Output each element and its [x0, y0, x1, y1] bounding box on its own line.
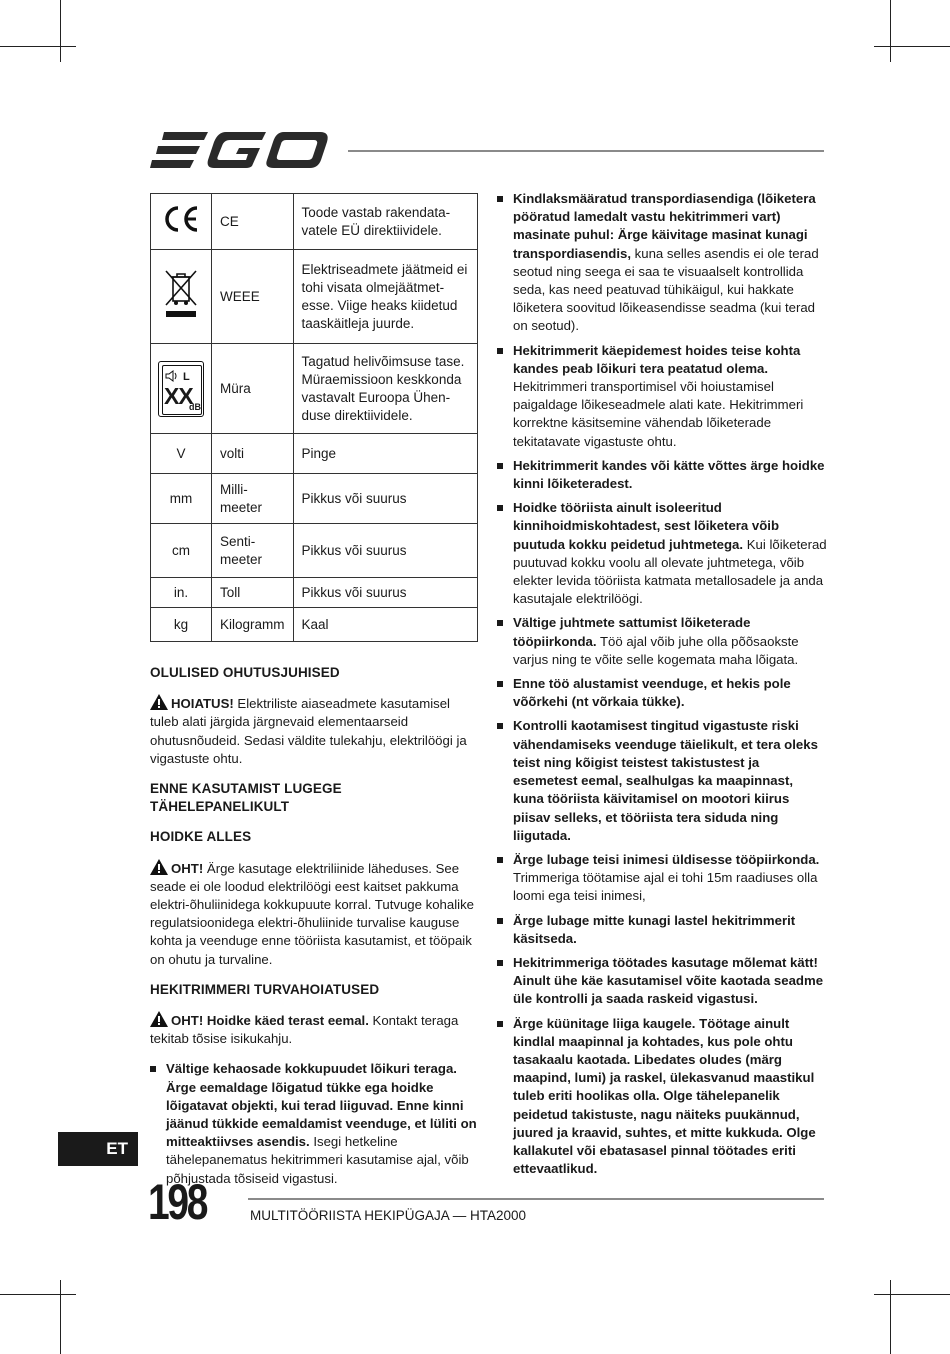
- warning-icon: [150, 1011, 168, 1027]
- list-item-bold: Hekitrimmeriga töötades kasutage mõlemat kätt! Ainult ühe käe kasutamisel võite kaotada seadme üle kontrolli ja saada raskeid vigastusi.: [513, 954, 824, 1007]
- table-row: [151, 344, 478, 434]
- bullet-icon: [497, 348, 503, 354]
- bullet-icon: [497, 196, 503, 202]
- warning-label: HOIATUS!: [171, 696, 234, 712]
- bullet-icon: [497, 1021, 503, 1027]
- list-item: [497, 499, 827, 608]
- list-item-text: Kui lõiketerad puutuvad kokku voolu all olevate juhtmetega, võib elekter levida tööriista katmata metallosadele ja anda kasutajale elektrilöögi.: [513, 536, 827, 607]
- list-item-bold: Kontrolli kaotamisest tingitud vigastuste riski vähendamiseks veenduge täielikult, et tera oleks teist ning kõigist teistest takistustest ja esemetest eemal, sealhulgas ka maapinnast, kuna tööriista käivitamisel on mootori kiirus piisav selleks, et tööriista tera siduda ning liigutada.: [513, 718, 818, 843]
- table-cell-symbol: mm: [151, 474, 212, 524]
- bullet-icon: [497, 857, 503, 863]
- list-item-bold: Ärge lubage mitte kunagi lastel hekitrimmerit käsitseda.: [513, 912, 796, 946]
- list-item-text: Trimmeriga töötamise ajal ei tohi 15m raadiuses olla loomi ega teisi inimesi,: [513, 870, 818, 904]
- warning-text: Elektriliste aiaseadmete kasutamisel tuleb alati järgida järgnevaid elementaarseid ohutusnõudeid. Sedasi väldite tulekahju, elektrilöögi ja vigastuste ohtu.: [150, 696, 467, 766]
- warning-paragraph: [150, 694, 480, 768]
- table-cell-desc: Tagatud helivõimsuse tase. Müraemissioon keskkonda vastavalt Euroopa Ühen-duse direktiividele.: [293, 344, 477, 434]
- list-item-bold: Ärge lubage teisi inimesi üldisesse tööpiirkonda.: [513, 851, 820, 867]
- table-cell-name: Müra: [212, 344, 294, 434]
- heading-safety: OLULISED OHUTUSJUHISED: [150, 665, 340, 680]
- table-cell-symbol: in.: [151, 578, 212, 608]
- table-cell-name: volti: [212, 434, 294, 474]
- danger-text: Kontakt teraga tekitab tõsise isikukahju.: [150, 1013, 459, 1047]
- table-cell-name: CE: [212, 194, 294, 250]
- crop-mark: [890, 1280, 891, 1354]
- danger-label: OHT!: [171, 860, 204, 876]
- table-cell-name: Toll: [212, 578, 294, 608]
- page-number: 198: [148, 1174, 207, 1230]
- table-cell-desc: Toode vastab rakendata-vatele EÜ direktiividele.: [293, 194, 477, 250]
- crop-mark: [60, 1280, 61, 1354]
- crop-mark: [874, 1294, 950, 1295]
- crop-mark: [60, 0, 61, 62]
- noise-label-icon: [158, 361, 204, 417]
- list-item: [150, 1060, 480, 1187]
- list-item-bold: Enne töö alustamist veenduge, et hekis pole võõrkehi (nt võrkaia tükke).: [513, 676, 791, 710]
- list-item: [497, 457, 827, 493]
- footer-rule: [248, 1198, 824, 1200]
- list-item-text: Isegi hetkeline tähelepanematus hekitrimmeri kasutamise ajal, võib põhjustada tõsiseid vigastusi.: [166, 1134, 469, 1186]
- left-column: [150, 664, 480, 1194]
- table-row: [151, 194, 478, 250]
- heading-keep: HOIDKE ALLES: [150, 829, 252, 845]
- list-item-bold: Hekitrimmerit kandes või kätte võttes ärge hoidke kinni lõiketeradest.: [513, 457, 825, 492]
- header-rule: [348, 150, 824, 152]
- table-cell-desc: Pikkus või suurus: [293, 524, 477, 578]
- list-item: [497, 342, 827, 451]
- list-item: [497, 851, 827, 906]
- danger-bold-text: Hoidke käed terast eemal.: [203, 1013, 369, 1029]
- noise-unit: dB: [189, 401, 201, 412]
- weee-bin-icon: [161, 267, 201, 321]
- bullet-icon: [497, 681, 503, 687]
- bullet-icon: [497, 918, 503, 924]
- bullet-icon: [497, 620, 503, 626]
- bullet-icon: [497, 505, 503, 511]
- table-cell-desc: Pikkus või suurus: [293, 474, 477, 524]
- bullet-icon: [497, 723, 503, 729]
- table-cell-name: WEEE: [212, 250, 294, 344]
- table-row: [151, 250, 478, 344]
- ce-mark-icon: [161, 204, 201, 234]
- bullet-icon: [497, 463, 503, 469]
- table-row: [151, 578, 478, 608]
- table-cell-icon: [151, 344, 212, 434]
- table-row: [151, 524, 478, 578]
- table-row: [151, 434, 478, 474]
- list-item: [497, 717, 827, 844]
- noise-value: XX: [164, 382, 193, 409]
- table-cell-desc: Elektriseadmete jäätmeid ei tohi visata olmejäätmet-esse. Viige heaks kiidetud taaskäitleja juurde.: [293, 250, 477, 344]
- table-cell-symbol: kg: [151, 608, 212, 642]
- list-item-text: Töö ajal võib juhe olla põõsaokste varjus ning te võite selle kogemata maha lõigata.: [513, 633, 799, 667]
- language-tab: ET: [58, 1132, 138, 1166]
- heading-read: ENNE KASUTAMIST LUGEGE TÄHELEPANELIKULT: [150, 781, 342, 815]
- symbols-table: [150, 193, 478, 642]
- warning-icon: [150, 694, 168, 710]
- list-item: [497, 190, 827, 336]
- list-item: [497, 614, 827, 669]
- warning-icon: [150, 859, 168, 875]
- danger-text: Ärge kasutage elektriliinide läheduses. See seade ei ole loodud elektrilöögi eest kaitset pakkuma elektri-õhuliinidega kokkupuute korral. Tutvuge kohalike regulatsioonidega elektri-õhuliinide turvalise kauguse kohta ja veenduge enne tööriista kasutamist, et tööpaik on ohutu ja turvaline.: [150, 860, 475, 967]
- list-item-bold: Vältige juhtmete sattumist lõiketerade tööpiirkonda.: [513, 615, 751, 649]
- table-cell-desc: Pinge: [293, 434, 477, 474]
- table-cell-name: Kilogramm: [212, 608, 294, 642]
- table-cell-symbol: cm: [151, 524, 212, 578]
- list-item-text: kuna selles asendis ei ole terad seotud ning seega ei saa te visuaalselt kontrollida seda, kas need peatuvad tühikäigul, kui hakkate lõiketera soovitud lõikeasendisse seadma (kui terad on seotud).: [513, 245, 819, 334]
- list-item-bold: Ärge küünitage liiga kaugele. Töötage ainult kindlal maapinnal ja kohtades, kus pole ohtu tasakaalu kaotada. Libedates oludes (märg maapind, lumi) ja raskel, ülekasvanud maastikul tuleb eriti hoolikas olla. Olge tähelepanelik peidetud takistuste, nagu näiteks puukännud, juured ja kraavid, suhtes, et mitte kukkuda. Olge kallakutel või ebatasasel pinnal töötades eriti ettevaatlikud.: [513, 1015, 816, 1177]
- table-cell-desc: Kaal: [293, 608, 477, 642]
- list-item-bold: Vältige kehaosade kokkupuudet lõikuri teraga. Ärge eemaldage lõigatud tükke ega hoidke lõigatavat objekti, kui terad liiguvad. Enne kinni jäänud tükkide eemaldamist veenduge, et lüliti on mitteaktiivses asendis.: [166, 1061, 477, 1150]
- danger-paragraph: [150, 859, 480, 969]
- table-row: [151, 474, 478, 524]
- footer-title: MULTITÖÖRIISTA HEKIPÜGAJA — HTA2000: [250, 1208, 527, 1223]
- list-item: [497, 912, 827, 948]
- crop-mark: [0, 1294, 76, 1295]
- table-cell-symbol: V: [151, 434, 212, 474]
- noise-sub-label: L: [183, 370, 190, 383]
- list-item-bold: Kindlaksmääratud transpordiasendiga (lõiketera pööratud lamedalt vastu hekitrimmeri vart) masinate puhul: Ärge käivitage masinat kunagi transpordiasendis,: [513, 191, 816, 261]
- crop-mark: [874, 46, 950, 47]
- ego-logo: [150, 128, 330, 172]
- list-item: [497, 1015, 827, 1179]
- table-cell-desc: Pikkus või suurus: [293, 578, 477, 608]
- list-item: [497, 954, 827, 1009]
- list-item-bold: Hekitrimmerit käepidemest hoides teise kohta kandes peab lõikuri tera peatatud olema.: [513, 342, 801, 376]
- crop-mark: [890, 0, 891, 62]
- table-cell-name: Milli-meeter: [212, 474, 294, 524]
- danger-paragraph: [150, 1011, 480, 1048]
- table-cell-name: Senti-meeter: [212, 524, 294, 578]
- list-item: [497, 675, 827, 711]
- danger-label: OHT!: [171, 1013, 204, 1029]
- list-item-text: Hekitrimmeri transportimisel või hoiustamisel paigaldage lõikeseadmele alati kate. Hekitrimmeri korrektne käsitsemine vähendab lõiketerade tekitatavate vigastuste ohtu.: [513, 379, 804, 449]
- right-column: [497, 190, 827, 1184]
- heading-trimmer: HEKITRIMMERI TURVAHOIATUSED: [150, 981, 380, 997]
- list-item-bold: Hoidke tööriista ainult isoleeritud kinnihoidmiskohtadest, sest lõiketera võib puutuda kokku peidetud juhtmetega.: [513, 500, 780, 552]
- table-row: [151, 608, 478, 642]
- bullet-icon: [497, 960, 503, 966]
- table-cell-icon: [151, 250, 212, 344]
- bullet-icon: [150, 1066, 156, 1072]
- table-cell-icon: [151, 194, 212, 250]
- crop-mark: [0, 46, 76, 47]
